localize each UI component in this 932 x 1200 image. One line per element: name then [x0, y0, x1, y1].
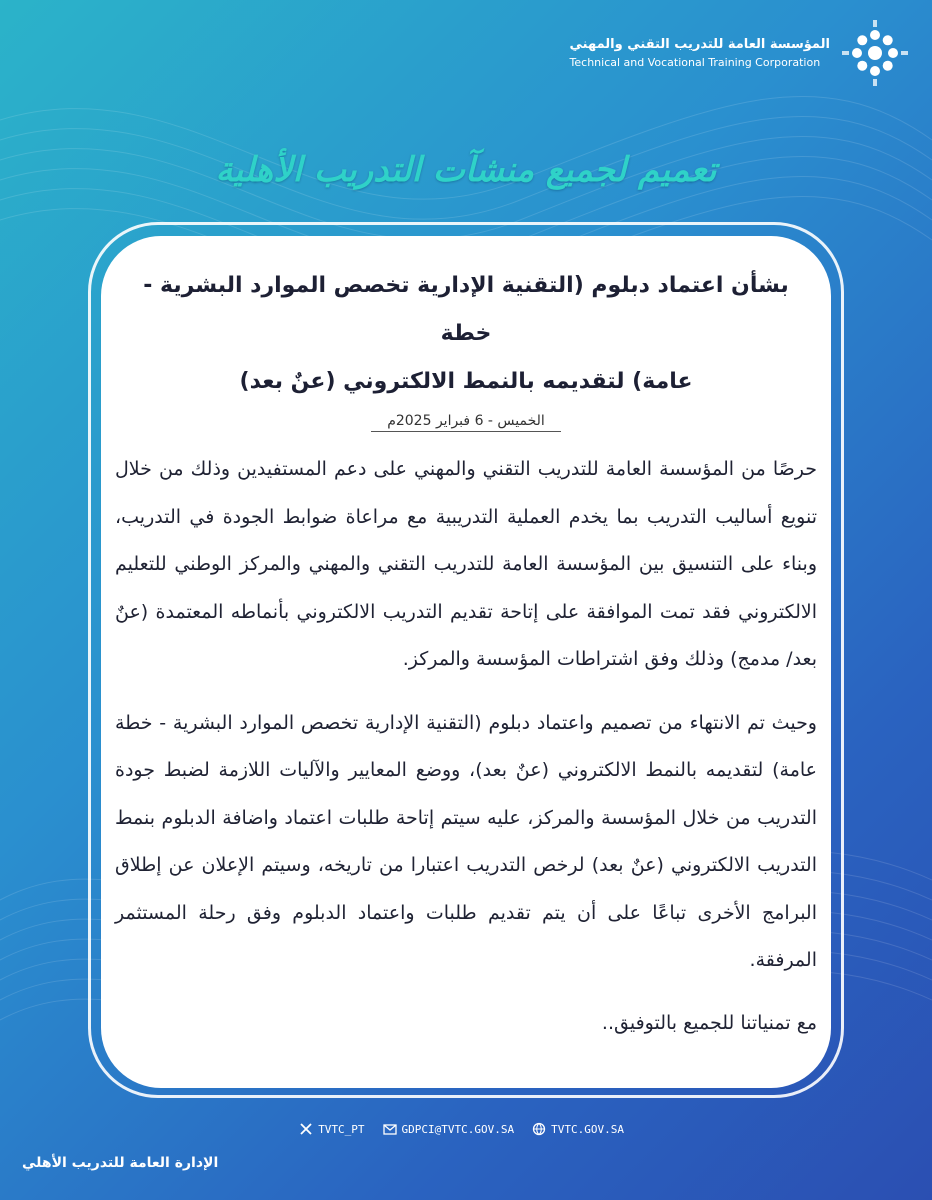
closing-line: مع تمنياتنا للجميع بالتوفيق.. [601, 1011, 817, 1034]
circular-card [101, 236, 831, 1088]
logo-name-en: Technical and Vocational Training Corporation [569, 56, 821, 69]
email-address: GDPCI@TVTC.GOV.SA [401, 1122, 515, 1136]
subject-line-1: بشأن اعتماد دبلوم (التقنية الإدارية تخصص الموارد البشرية - خطة [143, 273, 789, 346]
web-contact[interactable] [532, 1122, 624, 1136]
banner-title: تعميم لجميع منشآت التدريب الأهلية [215, 150, 717, 190]
email-contact[interactable] [383, 1122, 515, 1136]
tvtc-logo [840, 18, 910, 88]
contact-bar [299, 1122, 624, 1136]
paragraph-2: وحيث تم الانتهاء من تصميم واعتماد دبلوم (التقنية الإدارية تخصص الموارد البشرية - خطة عامة) لتقديمه بالنمط الالكتروني (عنٌ بعد)، ووضع المعايير والآليات اللازمة لضبط جودة التدريب من خلال المؤسسة والمركز، عليه سيتم إتاحة طلبات اعتماد واضافة الدبلوم بنمط التدريب الالكتروني (عنٌ بعد) لرخص التدريب اعتبارا من تاريخه، وسيتم الإعلان عن إطلاق البرامج الأخرى تباعًا على أن يتم تقديم طلبات واعتماد الدبلوم وفق رحلة المستثمر المرفقة. [115, 711, 817, 971]
web-icon [532, 1122, 546, 1136]
subject-line-2: عامة) لتقديمه بالنمط الالكتروني (عنٌ بعد) [239, 369, 693, 394]
department-name: الإدارة العامة للتدريب الأهلي [22, 1155, 219, 1171]
date: الخميس - 6 فبراير 2025م [371, 413, 561, 432]
x-handle: TVTC_PT [318, 1122, 365, 1136]
logo-name-ar: المؤسسة العامة للتدريب التقني والمهني [569, 37, 830, 52]
logo [570, 18, 910, 88]
paragraph-1: حرصًا من المؤسسة العامة للتدريب التقني والمهني على دعم المستفيدين وذلك من خلال تنويع أساليب التدريب بما يخدم العملية التدريبية مع مراعاة ضوابط الجودة في التدريب، وبناء على التنسيق بين المؤسسة العامة للتدريب التقني والمهني والمركز الوطني للتعليم الالكتروني فقد تمت الموافقة على إتاحة تقديم التدريب الالكتروني بأنماطه المعتمدة (عنٌ بعد/ مدمج) وذلك وفق اشتراطات المؤسسة والمركز. [115, 458, 817, 670]
x-icon [299, 1122, 313, 1136]
subject [115, 262, 817, 406]
x-contact[interactable] [299, 1122, 364, 1136]
email-icon [383, 1122, 397, 1136]
website: TVTC.GOV.SA [551, 1122, 624, 1136]
